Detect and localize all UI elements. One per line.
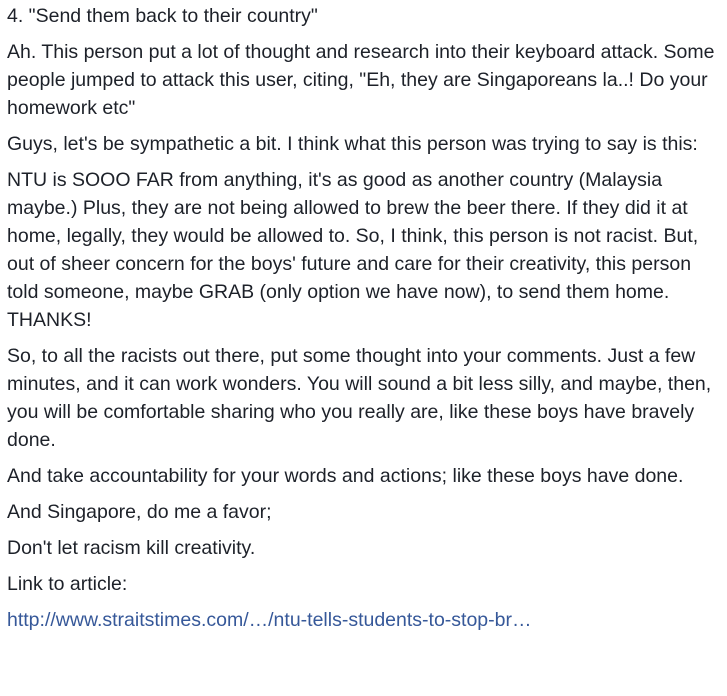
post-paragraph: And Singapore, do me a favor; (7, 501, 272, 523)
post-paragraph: And take accountability for your words and actions; like these boys have done. (7, 465, 684, 487)
post-link-line (7, 606, 723, 634)
post-paragraph: NTU is SOOO FAR from anything, it's as good as another country (Malaysia maybe.) Plus, they are not being allowed to brew the beer there. If they did it at home, legally, they would be allowed to. So, I think, this person is not racist. But, out of sheer concern for the boys' future and care for their creativity, this person told someone, maybe GRAB (only option we have now), to send them home. THANKS! (7, 169, 699, 331)
post-paragraph: Don't let racism kill creativity. (7, 537, 256, 559)
post-paragraph: Ah. This person put a lot of thought and research into their keyboard attack. Some people jumped to attack this user, citing, "Eh, they are Singaporeans la..! Do your homework etc" (7, 41, 715, 119)
article-link[interactable]: http://www.straitstimes.com/…/ntu-tells-students-to-stop-br… (7, 609, 532, 631)
post-paragraph: So, to all the racists out there, put some thought into your comments. Just a few minutes, and it can work wonders. You will sound a bit less silly, and maybe, then, you will be comfortable sharing who you really are, like these boys have bravely done. (7, 345, 712, 451)
post-paragraph: Guys, let's be sympathetic a bit. I think what this person was trying to say is this: (7, 133, 698, 155)
post-paragraph-link-intro: Link to article: (7, 573, 128, 595)
post-paragraph-heading: 4. "Send them back to their country" (7, 5, 318, 27)
post-body (7, 2, 723, 642)
